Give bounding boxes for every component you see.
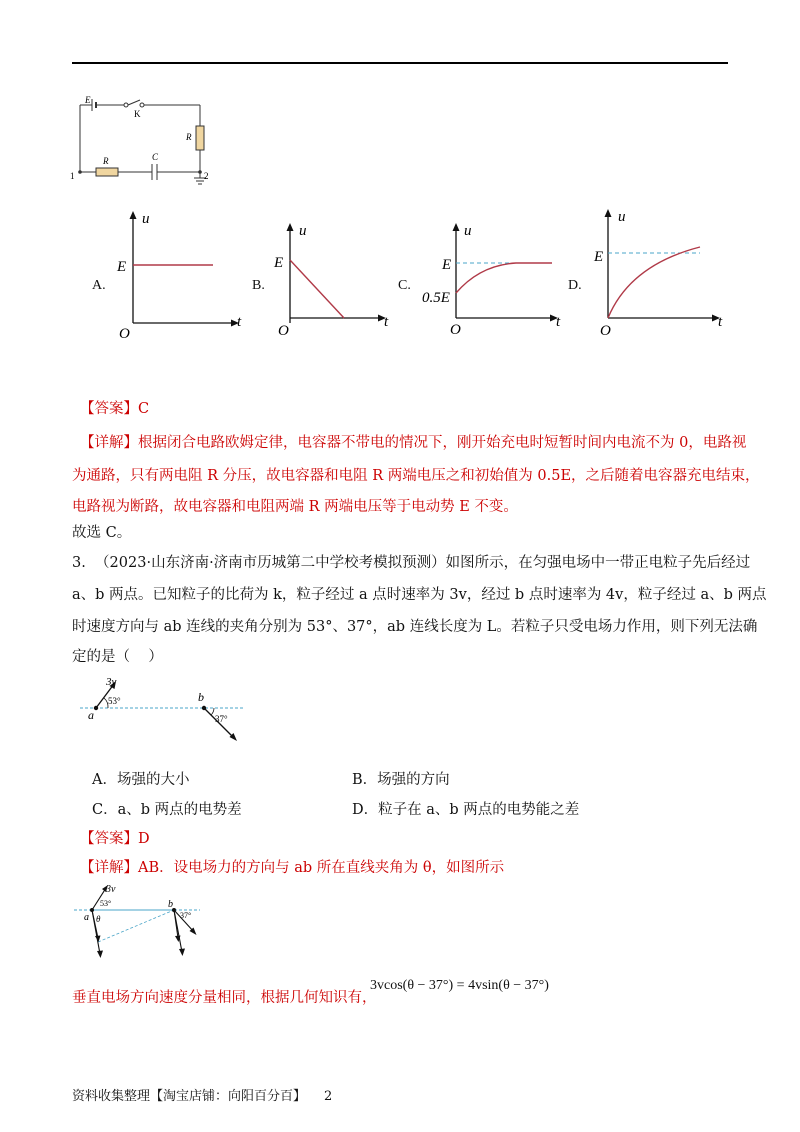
q3-detail-text1: AB．设电场力的方向与 ab 所在直线夹角为 θ，如图所示	[138, 860, 505, 876]
graph-b	[272, 205, 397, 340]
graph-c	[420, 205, 570, 340]
label-R-right: R	[186, 132, 192, 142]
label-node-2: 2	[204, 171, 209, 181]
q2-conclusion: 故选 C。	[72, 525, 132, 541]
q3-detail-line2: 垂直电场方向速度分量相同，根据几何知识有，	[72, 990, 377, 1006]
graph-c-origin: O	[450, 322, 461, 338]
q3-option-d-letter: D．	[352, 802, 379, 818]
circuit-diagram	[68, 92, 218, 192]
q3-answer-line	[80, 829, 150, 849]
q3-stem-line2: a、b 两点。已知粒子的比荷为 k，粒子经过 a 点时速率为 3v，经过 b 点时速率为 4v，粒子经过 a、b 两点	[72, 587, 767, 603]
q3-option-d	[352, 800, 579, 820]
graph-d-origin: O	[600, 323, 611, 339]
q3-answer-value: D	[138, 831, 150, 847]
graph-d	[590, 205, 735, 340]
graph-a-origin: O	[119, 326, 130, 340]
graph-a-label-E: E	[117, 259, 127, 275]
q3-stem-line3: 时速度方向与 ab 连线的夹角分别为 53°、37°，ab 连线长度为 L。若粒子只受电场力作用，则下列无法确	[72, 619, 758, 635]
q2-answer-label: 【答案】	[80, 401, 138, 417]
graph-d-u: u	[618, 209, 626, 225]
q3-option-d-text: 粒子在 a、b 两点的电势能之差	[378, 802, 580, 818]
q3-fig-angle-a: 53°	[108, 696, 121, 706]
q3-option-a-letter: A．	[92, 772, 117, 788]
q3-detail-fig-point-b: b	[168, 899, 173, 910]
graph-c-option: C.	[398, 278, 411, 293]
q3-option-c	[92, 800, 242, 820]
label-K: K	[134, 109, 141, 119]
graph-d-t: t	[718, 314, 723, 330]
q3-option-a	[92, 770, 189, 790]
q3-fig-v-label: 3v	[106, 676, 117, 688]
q3-option-b-letter: B．	[352, 772, 378, 788]
graph-b-u: u	[299, 223, 307, 239]
page-number: 2	[324, 1089, 333, 1104]
graph-a-option: A.	[92, 278, 106, 293]
q3-fig-point-b: b	[198, 690, 204, 704]
label-E: E	[85, 95, 91, 105]
q3-option-b-text: 场强的方向	[377, 772, 450, 788]
graph-c-t: t	[556, 314, 561, 330]
q2-detail-text1: 根据闭合电路欧姆定律，电容器不带电的情况下，刚开始充电时短暂时间内电流不为 0，电路视	[138, 435, 747, 451]
graph-a-u: u	[142, 211, 150, 227]
header-rule	[72, 62, 728, 64]
q3-answer-label: 【答案】	[80, 831, 138, 847]
graph-b-origin: O	[278, 323, 289, 339]
label-node-1: 1	[70, 171, 75, 181]
q3-stem-line4: 定的是（ ）	[72, 649, 163, 665]
q3-detail-fig-theta: θ	[96, 914, 101, 924]
footer	[72, 1085, 332, 1104]
q3-detail-line1	[80, 858, 504, 878]
label-C: C	[152, 152, 159, 162]
graph-c-u: u	[464, 223, 472, 239]
q3-detail-fig-point-a: a	[84, 912, 89, 923]
q3-detail-fig-angle-b: 37°	[180, 911, 192, 920]
footer-text: 资料收集整理【淘宝店铺：向阳百分百】	[72, 1089, 307, 1104]
q3-detail-label: 【详解】	[80, 860, 138, 876]
q3-option-b	[352, 770, 450, 790]
graph-a	[115, 205, 255, 340]
graph-a-t: t	[237, 314, 242, 330]
q3-equation: 3vcos(θ − 37°) = 4vsin(θ − 37°)	[370, 978, 549, 993]
q3-option-c-letter: C．	[92, 802, 118, 818]
graph-c-label-half-E: 0.5E	[422, 290, 450, 306]
q3-stem-line1: 3. （2023·山东济南·济南市历城第二中学校考模拟预测）如图所示，在匀强电场中一带正电粒子先后经过	[72, 555, 751, 571]
q3-detail-fig-v: 3v	[106, 884, 116, 895]
q3-detail-fig-angle-a: 53°	[100, 899, 112, 908]
graph-d-option: D.	[568, 278, 582, 293]
graph-c-label-E: E	[442, 257, 452, 273]
q2-detail-line3: 电路视为断路，故电容器和电阻两端 R 两端电压等于电动势 E 不变。	[72, 499, 518, 515]
q3-option-c-text: a、b 两点的电势差	[117, 802, 242, 818]
q2-detail-label: 【详解】	[80, 435, 138, 451]
graph-d-label-E: E	[594, 249, 604, 265]
q3-fig-point-a: a	[88, 708, 94, 722]
q3-figure	[78, 676, 248, 746]
label-R-bottom: R	[103, 156, 109, 166]
graph-b-option: B.	[252, 278, 265, 293]
graph-b-t: t	[384, 314, 389, 330]
q3-fig-angle-b: 37°	[215, 714, 228, 724]
q2-answer-line	[80, 399, 149, 419]
q3-detail-figure	[72, 880, 212, 965]
q2-answer-value: C	[138, 401, 150, 417]
q3-option-a-text: 场强的大小	[116, 772, 190, 788]
q2-detail-line2: 为通路，只有两电阻 R 分压，故电容器和电阻 R 两端电压之和初始值为 0.5E，之后随着电容器充电结束，	[72, 468, 760, 484]
q2-detail-line1	[80, 433, 746, 453]
graph-b-label-E: E	[274, 255, 284, 271]
